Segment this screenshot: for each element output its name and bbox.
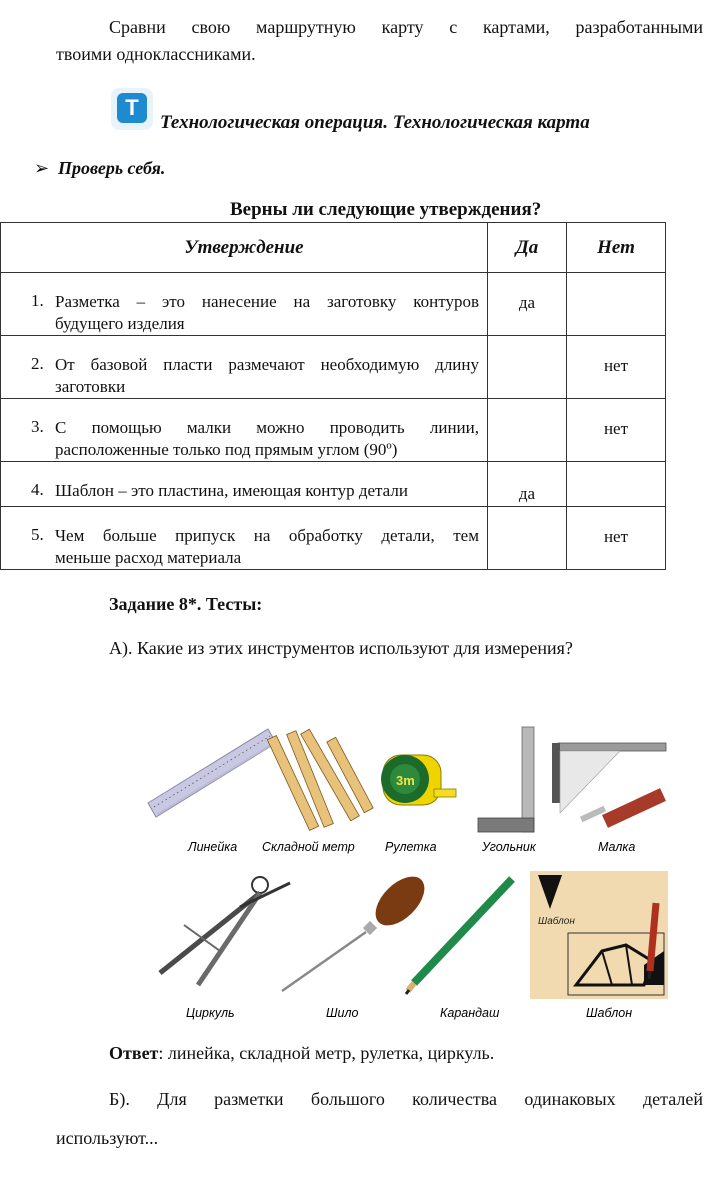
header-statement: Утверждение: [1, 223, 488, 273]
row-yes: [489, 400, 565, 418]
template-icon: [530, 871, 668, 999]
intro-line-1: Сравни свою маршрутную карту с картами, разработанными: [109, 17, 703, 37]
statements-table: [0, 222, 666, 570]
row-yes: [489, 508, 565, 526]
row-number: 1.: [31, 291, 44, 310]
bevel-icon: [552, 743, 666, 828]
section-badge: [111, 88, 153, 130]
table-row: [1, 399, 666, 462]
tools-illustration: [140, 715, 680, 1025]
section-title: Технологическая операция. Технологическая карта: [160, 112, 590, 133]
table-row: [1, 336, 666, 399]
folding-meter-icon: [267, 729, 373, 830]
row-number: 2.: [31, 354, 44, 373]
bevel-label: Малка: [598, 840, 636, 854]
template-inner-label: Шаблон: [538, 916, 575, 927]
awl-label: Шило: [326, 1006, 359, 1020]
row-yes: да: [518, 484, 536, 503]
check-label: Проверь себя.: [58, 158, 166, 178]
tape-mark: 3m: [396, 773, 415, 788]
row-number: 3.: [31, 417, 44, 436]
task-title: Задание 8*. Тесты:: [109, 594, 263, 614]
row-no: нет: [603, 356, 629, 375]
row-yes: [489, 337, 565, 355]
header-yes: Да: [488, 223, 567, 273]
table-header-row: [1, 223, 666, 273]
row-text-line-1: С помощью малки можно проводить линии,: [55, 418, 479, 437]
tape-measure-icon: [381, 755, 456, 805]
folding-meter-label: Складной метр: [262, 840, 355, 854]
square-label: Угольник: [482, 840, 536, 854]
awl-icon: [282, 868, 433, 991]
tape-label: Рулетка: [385, 840, 437, 854]
row-text-line-1: Разметка – это нанесение на заготовку контуров: [55, 292, 479, 311]
pencil-label: Карандаш: [440, 1006, 500, 1020]
answer-text: : линейка, складной метр, рулетка, циркуль.: [158, 1043, 495, 1063]
answer-label: Ответ: [109, 1043, 159, 1063]
question-b-line-2: используют...: [56, 1128, 159, 1148]
table-row: [1, 507, 666, 570]
row-no: [568, 463, 664, 481]
template-label: Шаблон: [586, 1006, 633, 1020]
row-no: [568, 274, 664, 292]
row-text-line-2: заготовки: [55, 377, 126, 396]
row-text-line-1: От базовой пласти размечают необходимую длину: [55, 355, 479, 374]
square-icon: [478, 727, 534, 832]
ruler-icon: [148, 729, 276, 817]
arrow-bullet-icon: ➢: [34, 158, 50, 178]
table-row: [1, 462, 666, 507]
row-number: 4.: [31, 480, 44, 499]
compass-label: Циркуль: [186, 1006, 235, 1020]
row-text-line-2: расположенные только под прямым углом (90º): [55, 440, 398, 459]
row-number: 5.: [31, 525, 44, 544]
row-no: нет: [603, 419, 629, 438]
row-text-line-2: будущего изделия: [55, 314, 185, 333]
row-text-line-1: Чем больше припуск на обработку детали, тем: [55, 526, 479, 545]
row-no: нет: [603, 527, 629, 546]
t-letter-icon: Т: [117, 93, 147, 123]
table-row: [1, 273, 666, 336]
intro-line-2: твоими одноклассниками.: [56, 44, 256, 64]
question-b-line-1: Б). Для разметки большого количества одинаковых деталей: [109, 1089, 703, 1109]
row-text-line-1: Шаблон – это пластина, имеющая контур детали: [55, 481, 408, 500]
row-text-line-2: меньше расход материала: [55, 548, 242, 567]
row-yes: да: [518, 293, 536, 312]
compass-icon: [160, 877, 290, 985]
header-no: Нет: [567, 223, 666, 273]
answer: [109, 1040, 494, 1067]
question-a: А). Какие из этих инструментов используют для измерения?: [109, 638, 573, 658]
table-title: Верны ли следующие утверждения?: [230, 199, 542, 220]
ruler-label: Линейка: [188, 840, 238, 854]
